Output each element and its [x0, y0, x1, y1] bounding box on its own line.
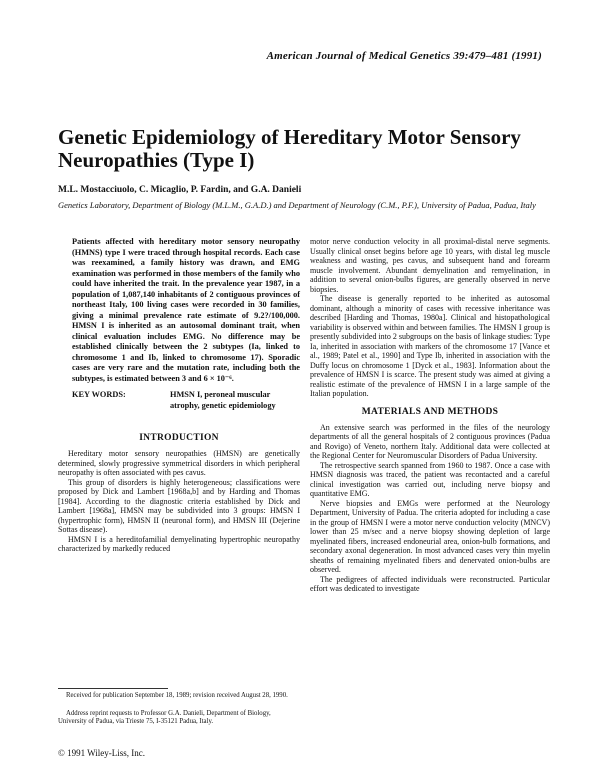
intro-paragraph-2: This group of disorders is highly heterogeneous; classifications were proposed by Dick and Lambert [1968a,b] and by Harding and Thomas [1984]. According to the diagnostic criteria established by Dick and Lambert [1968a], HMSN may be subdivided into 3 groups: HMSN I (hypertrophic form), HMSN II (neuronal form), and HMSN III (Dejerine Sottas disease). [58, 477, 300, 534]
introduction-heading: INTRODUCTION [139, 433, 219, 443]
abstract: Patients affected with hereditary motor sensory neuropathy (HMNS) type I were traced through hospital records. Each case was reexamined, a family history was drawn, and EMG examination was performed in those members of the family who could have inherited the trait. In the prevalence year 1987, in a population of 1,087,140 inhabitants of 2 contiguous provinces of northeast Italy, 100 living cases were recorded in 30 families, giving a minimal prevalence rate estimate of 9.2?/100,000. HMSN I is inherited as an autosomal dominant trait, when clinical evaluation includes EMG. No difference may be established clinically between the 2 subtypes (Ia, linked to chromosome 1 and Ib, linked to chromosome 17). Sporadic cases are very rare and the mutation rate, including both the subtypes, is estimated between 3 and 6 × 10⁻⁶. [72, 237, 300, 383]
intro-paragraph-3: HMSN I is a hereditofamilial demyelinating hypertrophic neuropathy characterized by markedly reduced [58, 534, 300, 553]
keywords-label: KEY WORDS: [72, 390, 126, 399]
copyright: © 1991 Wiley-Liss, Inc. [58, 748, 146, 758]
methods-heading: MATERIALS AND METHODS [361, 406, 499, 417]
methods-paragraph-4: The pedigrees of affected individuals were reconstructed. Particular effort was dedicated to investigate [310, 574, 550, 593]
footnote-divider [58, 688, 168, 689]
journal-header: American Journal of Medical Genetics 39:479–481 (1991) [266, 50, 542, 62]
article-title: Genetic Epidemiology of Hereditary Motor Sensory Neuropathies (Type I) [58, 125, 521, 172]
methods-paragraph-3: Nerve biopsies and EMGs were performed at the Neurology Department, University of Padua. The criteria adopted for including a case in the group of HMSN I were a motor nerve conduction velocity (MNCV) lower than 25 m/sec and a nerve biopsy showing depletion of large myelinated fibers, increased endoneurial area, onion-bulb formations, and secondary axonal degeneration. In most advanced cases very thin myelin sheaths of remaining myelinated fibers and denervated onion-bulbs are observed. [310, 498, 550, 574]
article-affiliation: Genetics Laboratory, Department of Biology (M.L.M., G.A.D.) and Department of Neurology (C.M., P.F.), University of Padua, Padua, Italy [58, 200, 536, 210]
right-paragraph-2: The disease is generally reported to be inherited as autosomal dominant, although a minority of cases with recessive inheritance was described [Harding and Thomas, 1980a]. Clinical and histopathological variability is observed within and between families. The HMSN I group is presently subdivided into 2 subgroups on the basis of linkage studies: Type Ia, inherited in association with markers of the chromosome 17 [Vance et al., 1989; Patel et al., 1990] and Type Ib, inherited in association with the Duffy locus on chromosome 1 [Dyck et al., 1983]. Information about the prevalence of HMSN I is scarce. The present study was aimed at giving a realistic estimate of the prevalence of HMSN I in a large sample of the Italian population. [310, 294, 550, 398]
keywords [72, 390, 300, 411]
left-column [58, 237, 300, 554]
footnote-received: Received for publication September 18, 1989; revision received August 28, 1990. [66, 692, 288, 699]
footnote-address: Address reprint requests to Professor G.A. Danieli, Department of Biology, University of Padua, via Trieste 75, I-35121 Padua, Italy. [58, 710, 271, 725]
article-authors: M.L. Mostacciuolo, C. Micaglio, P. Fardin, and G.A. Danieli [58, 185, 302, 195]
methods-paragraph-2: The retrospective search spanned from 1960 to 1987. Once a case with HMSN diagnosis was traced, the patient was recontacted and a careful clinical investigation was carried out, including nerve biopsy and quantitative EMG. [310, 460, 550, 498]
keywords-text: HMSN I, peroneal muscular atrophy, genetic epidemiology [170, 390, 276, 410]
intro-paragraph-1: Hereditary motor sensory neuropathies (HMSN) are genetically determined, slowly progressive symmetrical disorders in which peripheral neuropathy is often associated with pes cavus. [58, 449, 300, 477]
right-column [310, 237, 550, 594]
right-paragraph-1: motor nerve conduction velocity in all proximal-distal nerve segments. Usually clinical onset begins before age 10 years, with distal leg muscle weakness and wasting, pes cavus, and subsequent hand and forearm muscle involvement. Abundant demyelination and remyelination, in addition to several onion-bulbs figures, are generally observed in nerve biopsies. [310, 237, 550, 294]
methods-paragraph-1: An extensive search was performed in the files of the neurology departments of all the general hospitals of 2 contiguous provinces (Padua and Rovigo) of Veneto, northern Italy. Additional data were collected at the Regional Center for Neuromuscular Disorders of Padua University. [310, 422, 550, 460]
